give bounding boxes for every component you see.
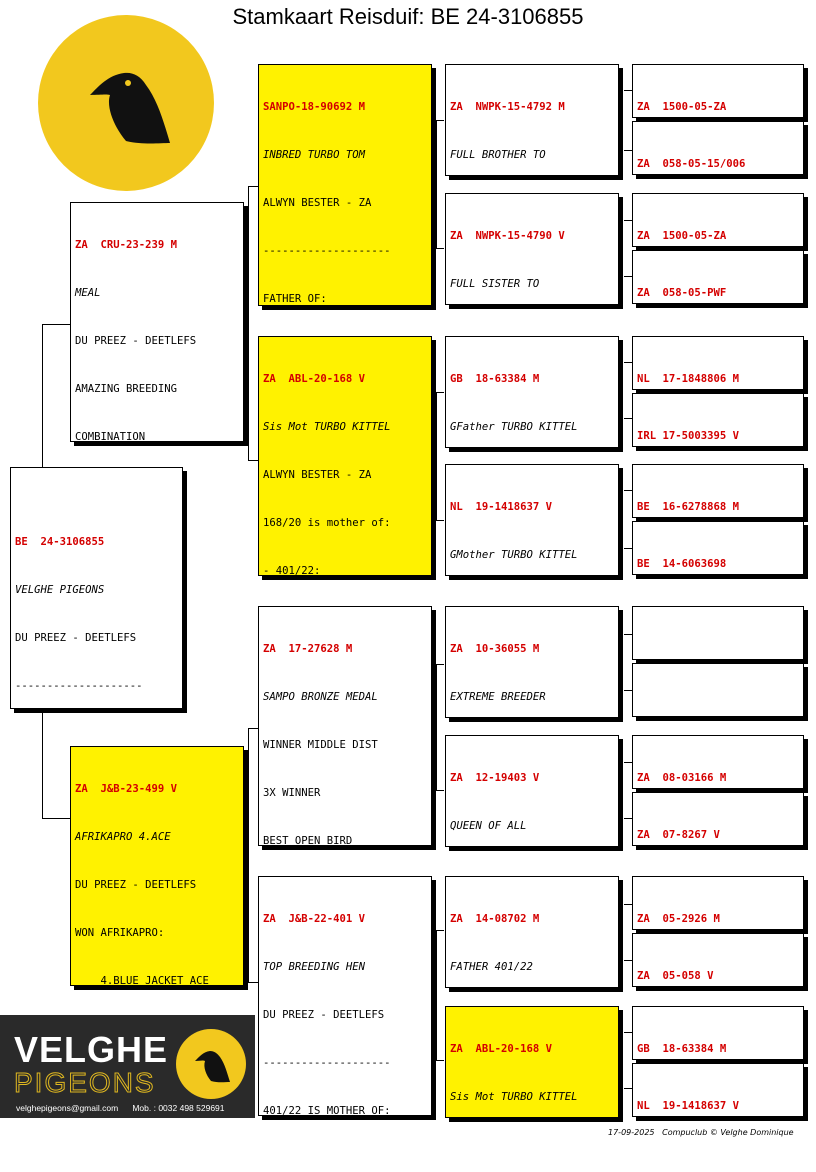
gen3-card: [445, 1006, 619, 1118]
card-line: FULL SISTER TO: [450, 278, 540, 290]
card-line: 168/20 is mother of:: [263, 517, 391, 529]
connector-line: [624, 960, 632, 961]
pigeon-logo-icon: [176, 1029, 246, 1099]
gen4-card: [632, 393, 804, 447]
connector-line: [436, 790, 444, 791]
ring-number: GB 18-63384 M: [637, 1043, 727, 1055]
card-line: --------------------: [15, 680, 143, 692]
connector-line: [248, 728, 258, 729]
gen4-card: [632, 464, 804, 518]
card-line: VELGHE PIGEONS: [15, 584, 105, 596]
card-line: Sis Mot TURBO KITTEL: [263, 421, 391, 433]
ring-number: NL 19-1418637 V: [450, 501, 553, 513]
card-line: INBRED TURBO TOM: [263, 149, 366, 161]
gen3-card: [445, 464, 619, 576]
card-line: AMAZING BREEDING: [75, 383, 178, 395]
connector-line: [248, 728, 249, 982]
connector-line: [624, 150, 632, 151]
card-line: Sis Mot TURBO KITTEL: [450, 1091, 578, 1103]
card-line: 4.BLUE JACKET ACE: [75, 975, 209, 986]
dam-dam-card: [258, 876, 432, 1116]
card-line: FULL BROTHER TO: [450, 149, 546, 161]
gen4-card-empty: [632, 606, 804, 660]
gen4-card: [632, 336, 804, 390]
card-line: GMother TURBO KITTEL: [450, 549, 578, 561]
gen4-card: [632, 933, 804, 987]
connector-line: [624, 90, 632, 91]
connector-line: [624, 634, 632, 635]
footer-credit: 17-09-2025 Compuclub © Velghe Dominique: [608, 1128, 794, 1137]
connector-line: [624, 690, 632, 691]
ring-number: ZA 17-27628 M: [263, 643, 353, 655]
connector-line: [436, 664, 437, 790]
card-line: WON AFRIKAPRO:: [75, 927, 165, 939]
connector-line: [248, 982, 258, 983]
ring-number: IRL 17-5003395 V: [637, 430, 740, 442]
gen3-card: [445, 735, 619, 847]
connector-line: [624, 276, 632, 277]
card-line: FATHER OF:: [263, 293, 327, 305]
ring-number: ZA CRU-23-239 M: [75, 239, 178, 251]
subject-pigeon-card: [10, 467, 183, 709]
connector-line: [624, 904, 632, 905]
ring-number: BE 16-6278868 M: [637, 501, 740, 513]
connector-line: [248, 186, 249, 460]
gen4-card: [632, 64, 804, 118]
gen3-card: [445, 606, 619, 718]
gen4-card: [632, 1006, 804, 1060]
card-line: WINNER MIDDLE DIST: [263, 739, 378, 751]
gen4-card-empty: [632, 663, 804, 717]
ring-number: ZA 07-8267 V: [637, 829, 720, 841]
sire-dam-card: [258, 336, 432, 576]
connector-line: [624, 418, 632, 419]
card-line: - 401/22:: [263, 565, 321, 576]
gen3-card: [445, 193, 619, 305]
ring-number: NL 19-1418637 V: [637, 1100, 740, 1112]
gen3-card: [445, 876, 619, 988]
card-line: 3X WINNER: [263, 787, 321, 799]
connector-line: [42, 818, 70, 819]
gen4-card: [632, 792, 804, 846]
ring-number: ZA 10-36055 M: [450, 643, 540, 655]
card-line: FATHER 401/22: [450, 961, 533, 973]
card-line: TOP BREEDING HEN: [263, 961, 366, 973]
gen3-card: [445, 64, 619, 176]
connector-line: [624, 1032, 632, 1033]
ring-number: ZA ABL-20-168 V: [450, 1043, 553, 1055]
card-line: ALWYN BESTER - ZA: [263, 469, 372, 481]
connector-line: [624, 1088, 632, 1089]
ring-number: ZA NWPK-15-4792 M: [450, 101, 565, 113]
connector-line: [624, 220, 632, 221]
brand-name: VELGHE: [14, 1029, 169, 1070]
connector-line: [624, 762, 632, 763]
ring-number: ZA 05-058 V: [637, 970, 714, 982]
connector-line: [436, 120, 437, 248]
ring-number: ZA 058-05-15/006: [637, 158, 746, 170]
ring-number: SANPO-18-90692 M: [263, 101, 366, 113]
ring-number: ZA NWPK-15-4790 V: [450, 230, 565, 242]
ring-number: ZA ABL-20-168 V: [263, 373, 366, 385]
dam-card: [70, 746, 244, 986]
gen4-card: [632, 521, 804, 575]
ring-number: BE 14-6063698: [637, 558, 727, 570]
card-line: BEST OPEN BIRD: [263, 835, 353, 846]
connector-line: [436, 248, 444, 249]
connector-line: [436, 520, 444, 521]
ring-number: ZA 1500-05-ZA: [637, 230, 727, 242]
card-line: AFRIKAPRO 4.ACE: [75, 831, 171, 843]
brand-subname: PIGEONS: [14, 1067, 156, 1098]
connector-line: [42, 324, 43, 468]
card-line: DU PREEZ - DEETLEFS: [15, 632, 137, 644]
ring-number: ZA J&B-22-401 V: [263, 913, 366, 925]
ring-number: GB 18-63384 M: [450, 373, 540, 385]
connector-line: [436, 392, 444, 393]
brand-banner: [0, 1015, 255, 1118]
ring-number: [637, 641, 799, 657]
connector-line: [624, 362, 632, 363]
connector-line: [436, 1060, 444, 1061]
connector-line: [248, 460, 258, 461]
gen4-card: [632, 121, 804, 175]
sire-card: [70, 202, 244, 442]
card-line: COMBINATION: [75, 431, 146, 442]
connector-line: [436, 120, 444, 121]
ring-number: BE 24-3106855: [15, 536, 105, 548]
page-title: Stamkaart Reisduif: BE 24-3106855: [232, 4, 584, 29]
card-line: DU PREEZ - DEETLEFS: [75, 879, 197, 891]
ring-number: ZA 05-2926 M: [637, 913, 720, 925]
ring-number: [637, 698, 799, 714]
card-line: DU PREEZ - DEETLEFS: [75, 335, 197, 347]
gen3-card: [445, 336, 619, 448]
ring-number: ZA J&B-23-499 V: [75, 783, 178, 795]
card-line: SAMPO BRONZE MEDAL: [263, 691, 378, 703]
connector-line: [436, 930, 444, 931]
brand-contact: velghepigeons@gmail.com Mob. : 0032 498 529691: [16, 1103, 225, 1113]
connector-line: [436, 392, 437, 520]
card-line: --------------------: [263, 1057, 391, 1069]
card-line: EXTREME BREEDER: [450, 691, 546, 703]
card-line: 401/22 IS MOTHER OF:: [263, 1105, 391, 1116]
connector-line: [624, 818, 632, 819]
card-line: DU PREEZ - DEETLEFS: [263, 1009, 385, 1021]
gen4-card: [632, 1063, 804, 1117]
connector-line: [42, 712, 43, 818]
ring-number: ZA 1500-05-ZA: [637, 101, 727, 113]
ring-number: ZA 08-03166 M: [637, 772, 727, 784]
gen4-card: [632, 250, 804, 304]
card-line: QUEEN OF ALL: [450, 820, 527, 832]
dam-sire-card: [258, 606, 432, 846]
connector-line: [436, 930, 437, 1060]
card-line: --------------------: [263, 245, 391, 257]
card-line: MEAL: [75, 287, 101, 299]
ring-number: ZA 12-19403 V: [450, 772, 540, 784]
connector-line: [42, 324, 70, 325]
sire-sire-card: [258, 64, 432, 306]
connector-line: [624, 548, 632, 549]
ring-number: ZA 14-08702 M: [450, 913, 540, 925]
card-line: GFather TURBO KITTEL: [450, 421, 578, 433]
ring-number: NL 17-1848806 M: [637, 373, 740, 385]
ring-number: ZA 058-05-PWF: [637, 287, 727, 299]
connector-line: [436, 664, 444, 665]
gen4-card: [632, 876, 804, 930]
connector-line: [248, 186, 258, 187]
pigeon-logo-icon: [38, 15, 214, 191]
gen4-card: [632, 193, 804, 247]
card-line: ALWYN BESTER - ZA: [263, 197, 372, 209]
connector-line: [624, 490, 632, 491]
gen4-card: [632, 735, 804, 789]
